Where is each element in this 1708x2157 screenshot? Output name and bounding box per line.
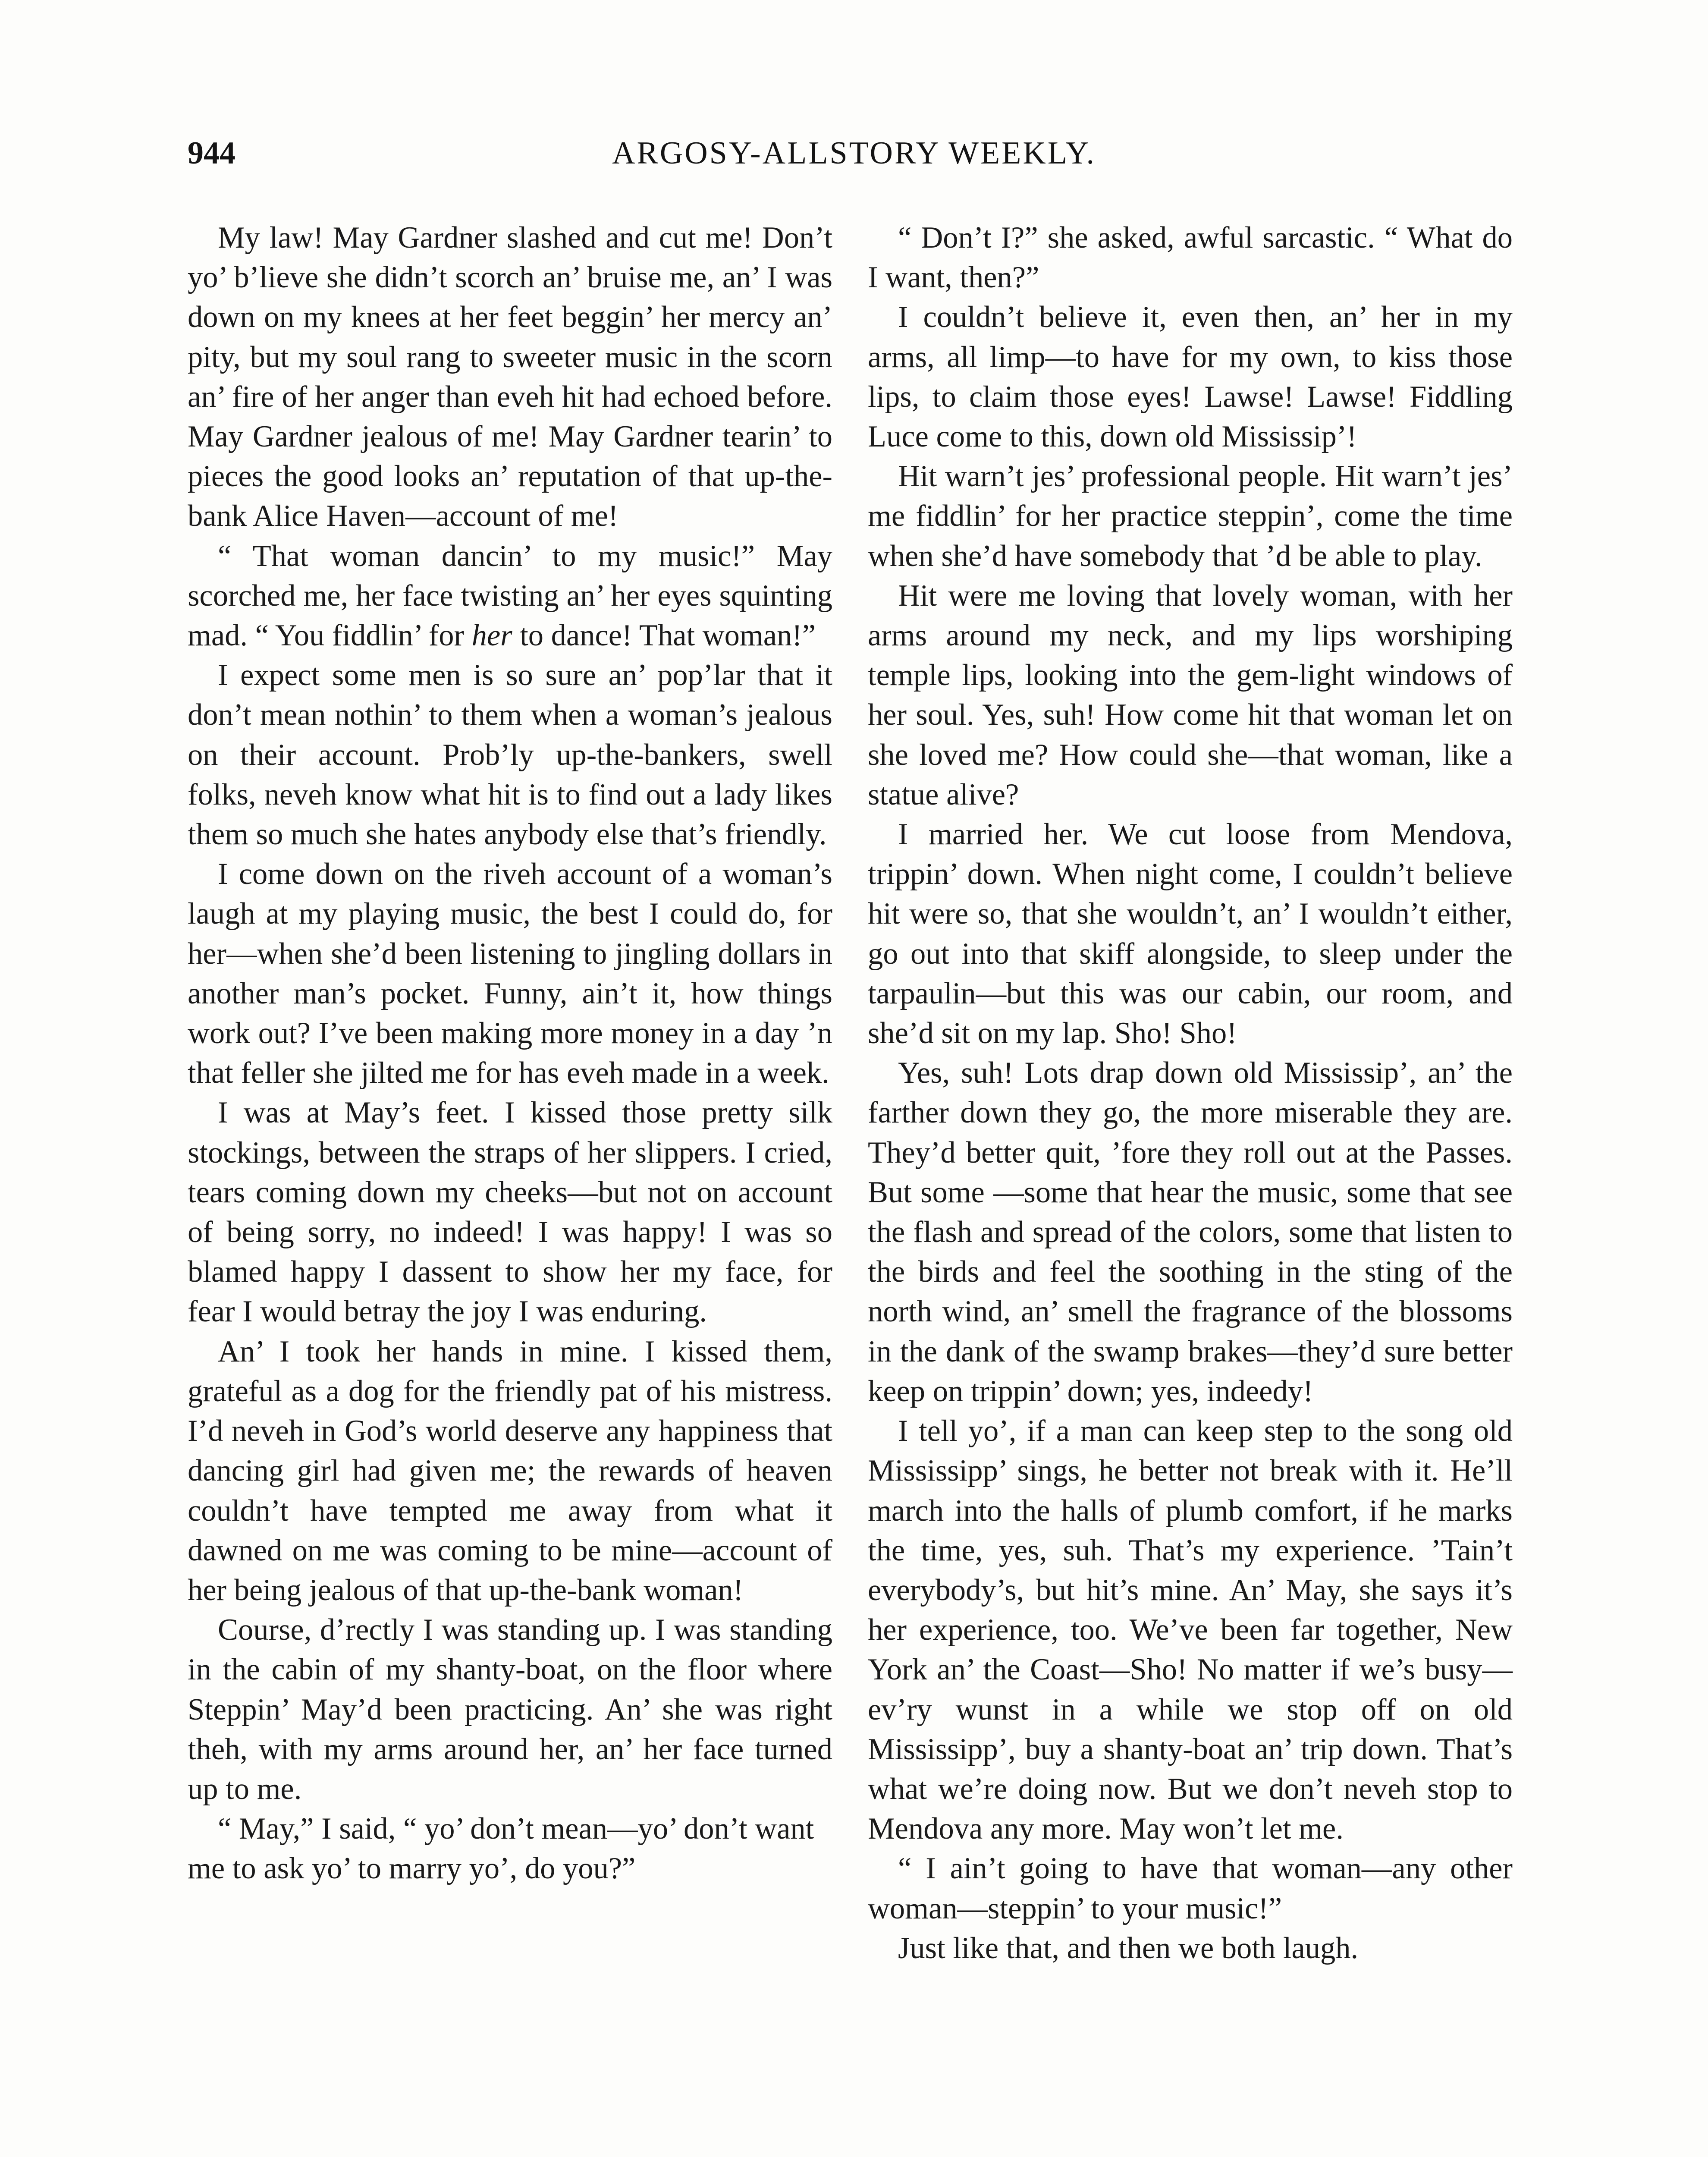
paragraph: My law! May Gardner slashed and cut me! Don’t yo’ b’lieve she didn’t scorch an’ bruise me, an’ I was down on my knees at her feet beggin’ her mercy an’ pity, but my soul rang to sweeter music in the scorn an’ fire of her anger than eveh hit had echoed before. May Gardner jealous of me! May Gardner tearin’ to pieces the good looks an’ reputation of that up-the-bank Alice Haven—account of me! [188,221,832,533]
paragraph: An’ I took her hands in mine. I kissed them, grateful as a dog for the friendly pat of his mistress. I’d neveh in God’s world deserve any happiness that dancing girl had given me; the rewards of heaven couldn’t have tempted me away from what it dawned on me was coming to be mine—account of her being jealous of that up-the-bank woman! [188,1334,832,1607]
emphasis-her: her [471,619,512,653]
paragraph: I expect some men is so sure an’ pop’lar that it don’t mean nothin’ to them when a woman’s jealous on their account. Prob’ly up-the-bankers, swell folks, neveh know what hit is to find out a lady likes them so much she hates anybody else that’s friendly. [188,658,832,852]
paragraph: “ Don’t I?” she asked, awful sarcastic. “ What do I want, then?” [868,221,1513,295]
left-column [188,218,832,1889]
paragraph: I married her. We cut loose from Mendova, trippin’ down. When night come, I couldn’t believe hit were so, that she wouldn’t, an’ I wouldn’t either, go out into that skiff alongside, to sleep under the tarpaulin—but this was our cabin, our room, and she’d sit on my lap. Sho! Sho! [868,818,1513,1050]
paragraph: Hit were me loving that lovely woman, with her arms around my neck, and my lips worshiping temple lips, looking into the gem-light windows of her soul. Yes, suh! How come hit that woman let on she loved me? How could she—that woman, like a statue alive? [868,579,1513,811]
paragraph: “ I ain’t going to have that woman—any other woman—steppin’ to your music!” [868,1852,1513,1925]
paragraph: I was at May’s feet. I kissed those pretty silk stockings, between the straps of her slippers. I cried, tears coming down my cheeks—but not on account of being sorry, no indeed! I was happy! I was so blamed happy I dassent to show her my face, for fear I would betray the joy I was enduring. [188,1096,832,1329]
paragraph: “ That woman dancin’ to my music!” May scorched me, her face twisting an’ her eyes squinting mad. “ You fiddlin’ for her to dance! That woman!” [188,539,832,653]
paragraph: “ May,” I said, “ yo’ don’t mean—yo’ don’t want me to ask yo’ to marry yo’, do you?” [188,1812,814,1886]
magazine-title: ARGOSY-ALLSTORY WEEKLY. [612,135,1096,171]
right-column [868,218,1513,1968]
paragraph: I come down on the riveh account of a woman’s laugh at my playing music, the best I could do, for her—when she’d been listening to jingling dollars in another man’s pocket. Funny, ain’t it, how things work out? I’ve been making more money in a day ’n that feller she jilted me for has eveh made in a week. [188,857,832,1090]
paragraph: Course, d’rectly I was standing up. I was standing in the cabin of my shanty-boat, on the floor where Steppin’ May’d been practicing. An’ she was right theh, with my arms around her, an’ her face turned up to me. [188,1613,832,1806]
page-header [188,137,1520,193]
paragraph: Hit warn’t jes’ professional people. Hit warn’t jes’ me fiddlin’ for her practice steppin’, come the time when she’d have somebody that ’d be able to play. [868,459,1513,573]
paragraph: Yes, suh! Lots drap down old Mississip’, an’ the farther down they go, the more miserable they are. They’d better quit, ’fore they roll out at the Passes. But some —some that hear the music, some that see the flash and spread of the colors, some that listen to the birds and feel the soothing in the sting of the north wind, an’ smell the fragrance of the blossoms in the dank of the swamp brakes—they’d sure better keep on trippin’ down; yes, indeedy! [868,1056,1513,1408]
paragraph: Just like that, and then we both laugh. [898,1931,1359,1965]
page-number: 944 [188,135,235,171]
paragraph: I tell yo’, if a man can keep step to the song old Mississipp’ sings, he better not break with it. He’ll march into the halls of plumb comfort, if he marks the time, yes, suh. That’s my experience. ’Tain’t everybody’s, but hit’s mine. An’ May, she says it’s her experience, too. We’ve been far together, New York an’ the Coast—Sho! No matter if we’s busy—ev’ry wunst in a while we stop off on old Mississipp’, buy a shanty-boat an’ trip down. That’s what we’re doing now. But we don’t neveh stop to Mendova any more. May won’t let me. [868,1414,1513,1846]
paragraph: I couldn’t believe it, even then, an’ her in my arms, all limp—to have for my own, to kiss those lips, to claim those eyes! Lawse! Lawse! Fiddling Luce come to this, down old Mississip’! [868,300,1513,454]
